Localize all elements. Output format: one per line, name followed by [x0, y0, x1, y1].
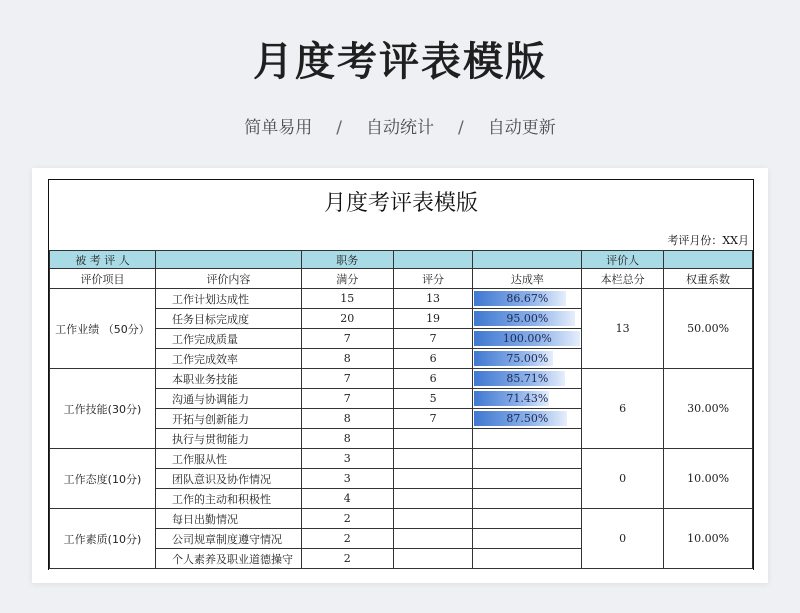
month-label: 考评月份：XX月 — [667, 234, 749, 247]
score-cell[interactable]: 5 — [393, 389, 473, 409]
weight-cell[interactable]: 30.00% — [664, 369, 753, 449]
rate-cell[interactable] — [473, 469, 582, 489]
section-total-cell[interactable]: 0 — [582, 449, 664, 509]
full-score-cell[interactable]: 8 — [301, 349, 393, 369]
rate-value: 86.67% — [506, 292, 549, 305]
evaluatee-label: 被 考 评 人 — [50, 251, 156, 269]
full-score-cell[interactable]: 2 — [301, 549, 393, 569]
full-score-cell[interactable]: 3 — [301, 469, 393, 489]
rate-cell[interactable] — [473, 409, 582, 429]
col-header-section-total: 本栏总分 — [582, 269, 664, 289]
content-cell[interactable]: 执行与贯彻能力 — [155, 429, 301, 449]
rate-cell[interactable] — [473, 509, 582, 529]
score-cell[interactable]: 13 — [393, 289, 473, 309]
position-value-cell[interactable] — [393, 251, 473, 269]
rate-value: 71.43% — [506, 392, 549, 405]
evaluation-table — [49, 250, 753, 569]
col-header-item: 评价项目 — [50, 269, 156, 289]
evaluation-item-cell[interactable]: 工作业绩 （50分） — [50, 289, 156, 369]
score-cell[interactable]: 6 — [393, 369, 473, 389]
full-score-cell[interactable]: 7 — [301, 369, 393, 389]
rate-cell[interactable] — [473, 389, 582, 409]
rate-cell[interactable] — [473, 429, 582, 449]
column-header-row — [50, 269, 753, 289]
table-row — [50, 509, 753, 529]
full-score-cell[interactable]: 15 — [301, 289, 393, 309]
score-cell[interactable] — [393, 509, 473, 529]
tagline — [0, 113, 800, 138]
tagline-separator: / — [336, 118, 342, 138]
score-cell[interactable] — [393, 529, 473, 549]
col-header-rate: 达成率 — [473, 269, 582, 289]
content-cell[interactable]: 工作服从性 — [155, 449, 301, 469]
header-row-evaluatee — [50, 251, 753, 269]
tagline-item: 简单易用 — [244, 118, 313, 138]
section-total-cell[interactable]: 6 — [582, 369, 664, 449]
table-row — [50, 449, 753, 469]
rate-cell[interactable] — [473, 329, 582, 349]
col-header-score: 评分 — [393, 269, 473, 289]
score-cell[interactable] — [393, 489, 473, 509]
content-cell[interactable]: 工作完成质量 — [155, 329, 301, 349]
score-cell[interactable]: 6 — [393, 349, 473, 369]
full-score-cell[interactable]: 8 — [301, 429, 393, 449]
full-score-cell[interactable]: 20 — [301, 309, 393, 329]
tagline-item: 自动更新 — [487, 118, 556, 138]
full-score-cell[interactable]: 8 — [301, 409, 393, 429]
rate-value: 85.71% — [506, 372, 549, 385]
score-cell[interactable]: 7 — [393, 409, 473, 429]
section-total-cell[interactable]: 13 — [582, 289, 664, 369]
spreadsheet-preview-card — [32, 168, 768, 583]
rate-value: 100.00% — [502, 332, 552, 345]
evaluation-item-cell[interactable]: 工作技能(30分) — [50, 369, 156, 449]
tagline-separator: / — [458, 118, 464, 138]
content-cell[interactable]: 工作计划达成性 — [155, 289, 301, 309]
full-score-cell[interactable]: 7 — [301, 389, 393, 409]
content-cell[interactable]: 任务目标完成度 — [155, 309, 301, 329]
score-cell[interactable] — [393, 549, 473, 569]
table-row — [50, 289, 753, 309]
rate-value: 95.00% — [506, 312, 549, 325]
rate-cell[interactable] — [473, 289, 582, 309]
full-score-cell[interactable]: 4 — [301, 489, 393, 509]
content-cell[interactable]: 每日出勤情况 — [155, 509, 301, 529]
rate-cell[interactable] — [473, 529, 582, 549]
content-cell[interactable]: 沟通与协调能力 — [155, 389, 301, 409]
evaluator-value-cell[interactable] — [664, 251, 753, 269]
content-cell[interactable]: 个人素养及职业道德操守 — [155, 549, 301, 569]
col-header-full-score: 满分 — [301, 269, 393, 289]
full-score-cell[interactable]: 7 — [301, 329, 393, 349]
rate-cell[interactable] — [473, 489, 582, 509]
score-cell[interactable]: 19 — [393, 309, 473, 329]
rate-cell[interactable] — [473, 349, 582, 369]
rate-cell[interactable] — [473, 369, 582, 389]
col-header-content: 评价内容 — [155, 269, 301, 289]
content-cell[interactable]: 工作的主动和积极性 — [155, 489, 301, 509]
section-total-cell[interactable]: 0 — [582, 509, 664, 569]
rate-cell[interactable] — [473, 549, 582, 569]
weight-cell[interactable]: 10.00% — [664, 449, 753, 509]
content-cell[interactable]: 本职业务技能 — [155, 369, 301, 389]
position-label: 职务 — [301, 251, 393, 269]
blank-cell[interactable] — [473, 251, 582, 269]
content-cell[interactable]: 工作完成效率 — [155, 349, 301, 369]
weight-cell[interactable]: 50.00% — [664, 289, 753, 369]
evaluation-item-cell[interactable]: 工作态度(10分) — [50, 449, 156, 509]
content-cell[interactable]: 团队意识及协作情况 — [155, 469, 301, 489]
tagline-item: 自动统计 — [366, 118, 434, 138]
content-cell[interactable]: 开拓与创新能力 — [155, 409, 301, 429]
evaluator-label: 评价人 — [582, 251, 664, 269]
table-row — [50, 369, 753, 389]
full-score-cell[interactable]: 2 — [301, 509, 393, 529]
full-score-cell[interactable]: 2 — [301, 529, 393, 549]
rate-value: 87.50% — [506, 412, 549, 425]
evaluation-item-cell[interactable]: 工作素质(10分) — [50, 509, 156, 569]
score-cell[interactable] — [393, 449, 473, 469]
sheet-title: 月度考评表模版 — [323, 191, 478, 216]
col-header-weight: 权重系数 — [664, 269, 753, 289]
page-title: 月度考评表模版 — [253, 39, 547, 85]
evaluatee-value-cell[interactable] — [155, 251, 301, 269]
score-cell[interactable] — [393, 469, 473, 489]
rate-value: 75.00% — [506, 352, 549, 365]
weight-cell[interactable]: 10.00% — [664, 509, 753, 569]
evaluation-sheet — [48, 179, 754, 570]
full-score-cell[interactable]: 3 — [301, 449, 393, 469]
score-cell[interactable] — [393, 429, 473, 449]
rate-cell[interactable] — [473, 309, 582, 329]
rate-cell[interactable] — [473, 449, 582, 469]
content-cell[interactable]: 公司规章制度遵守情况 — [155, 529, 301, 549]
score-cell[interactable]: 7 — [393, 329, 473, 349]
